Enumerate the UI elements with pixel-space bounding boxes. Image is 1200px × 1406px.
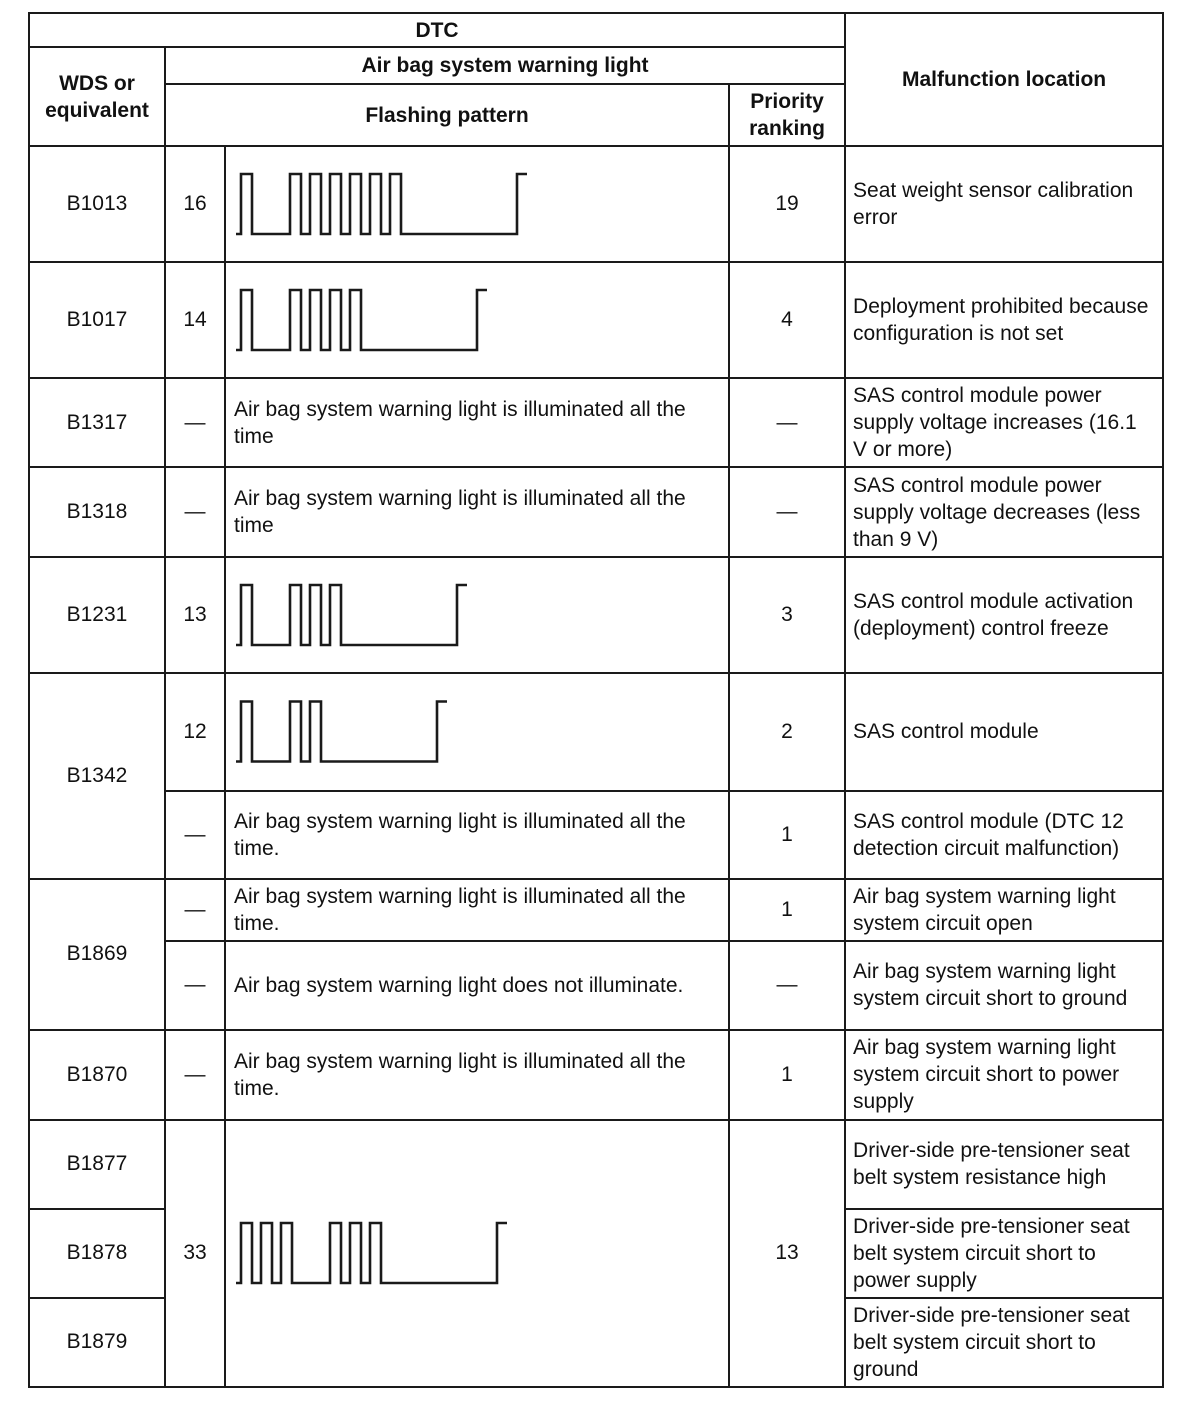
priority-ranking: 1: [729, 1030, 845, 1120]
malfunction-location: Driver-side pre-tensioner seat belt system resistance high: [845, 1120, 1163, 1209]
malfunction-location: SAS control module activation (deployment) control freeze: [845, 557, 1163, 673]
flashing-pattern-waveform: [226, 1122, 730, 1384]
flash-code: 13: [165, 557, 225, 673]
malfunction-location: Driver-side pre-tensioner seat belt system circuit short to ground: [845, 1298, 1163, 1387]
malfunction-location: SAS control module power supply voltage increases (16.1 V or more): [845, 378, 1163, 467]
flash-code: —: [165, 378, 225, 467]
dtc-code: B1877: [29, 1120, 165, 1209]
flashing-pattern-description: Air bag system warning light is illuminated all the time.: [225, 1030, 729, 1120]
priority-ranking: 4: [729, 262, 845, 378]
flash-code: —: [165, 941, 225, 1030]
malfunction-location: Driver-side pre-tensioner seat belt system circuit short to power supply: [845, 1209, 1163, 1298]
table-row: [29, 941, 1163, 1030]
dtc-code: B1231: [29, 557, 165, 673]
dtc-header: DTC: [29, 13, 845, 47]
malfunction-location: Deployment prohibited because configuration is not set: [845, 262, 1163, 378]
flashing-pattern-description: Air bag system warning light is illuminated all the time: [225, 378, 729, 467]
priority-ranking: 3: [729, 557, 845, 673]
malfunction-location: SAS control module: [845, 673, 1163, 790]
flash-code: 14: [165, 262, 225, 378]
wds-header: WDS or equivalent: [29, 47, 165, 146]
flash-code: 33: [165, 1120, 225, 1387]
dtc-code: B1013: [29, 146, 165, 262]
table-row: [29, 1120, 1163, 1209]
priority-ranking: —: [729, 467, 845, 557]
priority-ranking: 1: [729, 879, 845, 941]
flashing-pattern: [225, 673, 729, 790]
flash-code: 12: [165, 673, 225, 790]
dtc-code: B1317: [29, 378, 165, 467]
flashing-pattern-description: Air bag system warning light is illuminated all the time.: [225, 879, 729, 941]
dtc-code: B1878: [29, 1209, 165, 1298]
priority-ranking: —: [729, 378, 845, 467]
malfunction-location: Air bag system warning light system circuit short to power supply: [845, 1030, 1163, 1120]
priority-ranking: 2: [729, 673, 845, 790]
dtc-code: B1318: [29, 467, 165, 557]
malfunction-location-header: Malfunction location: [845, 13, 1163, 146]
dtc-code: B1870: [29, 1030, 165, 1120]
flashing-pattern-description: Air bag system warning light is illuminated all the time: [225, 467, 729, 557]
malfunction-location: Seat weight sensor calibration error: [845, 146, 1163, 262]
flash-code: —: [165, 467, 225, 557]
warning-light-header: Air bag system warning light: [165, 47, 845, 84]
dtc-code: B1869: [29, 879, 165, 1030]
flashing-pattern: [225, 1120, 729, 1387]
malfunction-location: Air bag system warning light system circuit short to ground: [845, 941, 1163, 1030]
table-row: [29, 1030, 1163, 1120]
dtc-code: B1342: [29, 673, 165, 878]
table-row: [29, 673, 1163, 790]
table-row: [29, 557, 1163, 673]
header-row-1: [29, 13, 1163, 47]
dtc-table: [28, 12, 1164, 1388]
flashing-pattern-waveform: [226, 559, 730, 671]
flashing-pattern-header: Flashing pattern: [165, 84, 729, 146]
table-row: [29, 879, 1163, 941]
table-row: [29, 378, 1163, 467]
flashing-pattern: [225, 262, 729, 378]
priority-ranking: 19: [729, 146, 845, 262]
malfunction-location: Air bag system warning light system circuit open: [845, 879, 1163, 941]
flash-code: —: [165, 1030, 225, 1120]
flashing-pattern-description: Air bag system warning light does not illuminate.: [225, 941, 729, 1030]
malfunction-location: SAS control module (DTC 12 detection circuit malfunction): [845, 791, 1163, 879]
table-row: [29, 262, 1163, 378]
table-row: [29, 791, 1163, 879]
priority-ranking-header: Priority ranking: [729, 84, 845, 146]
table-row: [29, 467, 1163, 557]
flash-code: —: [165, 791, 225, 879]
malfunction-location: SAS control module power supply voltage decreases (less than 9 V): [845, 467, 1163, 557]
flashing-pattern: [225, 146, 729, 262]
flashing-pattern-description: Air bag system warning light is illuminated all the time.: [225, 791, 729, 879]
flash-code: 16: [165, 146, 225, 262]
priority-ranking: 13: [729, 1120, 845, 1387]
table-row: [29, 146, 1163, 262]
flash-code: —: [165, 879, 225, 941]
flashing-pattern-waveform: [226, 675, 730, 788]
dtc-code: B1017: [29, 262, 165, 378]
dtc-code: B1879: [29, 1298, 165, 1387]
flashing-pattern-waveform: [226, 148, 730, 260]
flashing-pattern: [225, 557, 729, 673]
priority-ranking: 1: [729, 791, 845, 879]
flashing-pattern-waveform: [226, 264, 730, 376]
priority-ranking: —: [729, 941, 845, 1030]
